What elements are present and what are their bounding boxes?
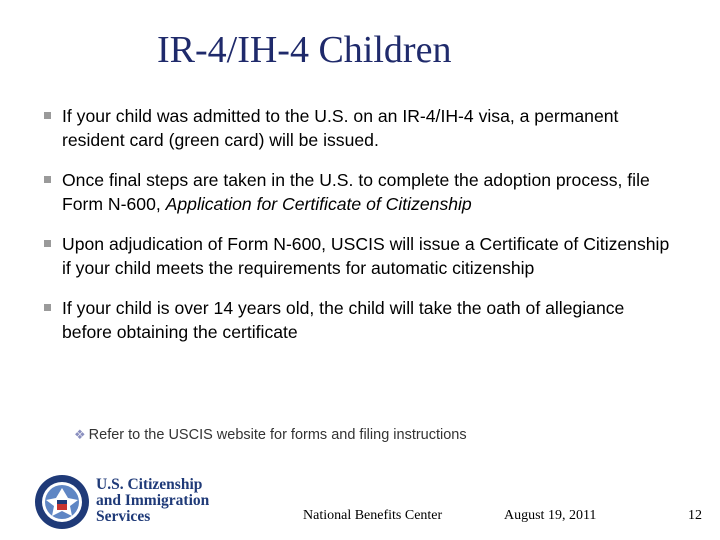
bullet-text: If your child was admitted to the U.S. on an IR-4/IH-4 visa, a permanent resident card (green card) will be issued. xyxy=(62,106,619,150)
footer-date: August 19, 2011 xyxy=(504,508,597,523)
footer-center-text: National Benefits Center xyxy=(303,508,443,523)
page-number: 12 xyxy=(688,508,702,523)
bullet-text: Upon adjudication of Form N-600, USCIS will issue a Certificate of Citizenship if your child meets the requirements for automatic citizenship xyxy=(62,234,670,278)
footnote xyxy=(74,427,467,443)
form-title-italic: Application for Certificate of Citizenship xyxy=(165,194,472,214)
bullet-text: If your child is over 14 years old, the child will take the oath of allegiance before obtaining the certificate xyxy=(62,298,625,342)
bullet-text: Once final steps are taken in the U.S. to complete the adoption process, file Form N-600, xyxy=(62,170,650,214)
slide-title: IR-4/IH-4 Children xyxy=(157,29,452,71)
agency-line: and Immigration xyxy=(96,492,210,509)
agency-line: Services xyxy=(96,508,151,525)
square-bullet-icon xyxy=(44,112,51,119)
bullet-item xyxy=(44,104,674,152)
bullet-list xyxy=(44,104,674,360)
square-bullet-icon xyxy=(44,240,51,247)
agency-name xyxy=(96,477,209,525)
uscis-logo xyxy=(34,474,224,530)
bullet-item xyxy=(44,232,674,280)
bullet-item xyxy=(44,296,674,344)
footnote-text: Refer to the USCIS website for forms and filing instructions xyxy=(88,427,467,443)
square-bullet-icon xyxy=(44,176,51,183)
dhs-seal-icon xyxy=(34,474,90,530)
square-bullet-icon xyxy=(44,304,51,311)
diamond-bullet-icon: ❖ xyxy=(74,427,86,442)
agency-line: U.S. Citizenship xyxy=(96,476,203,493)
bullet-item xyxy=(44,168,674,216)
